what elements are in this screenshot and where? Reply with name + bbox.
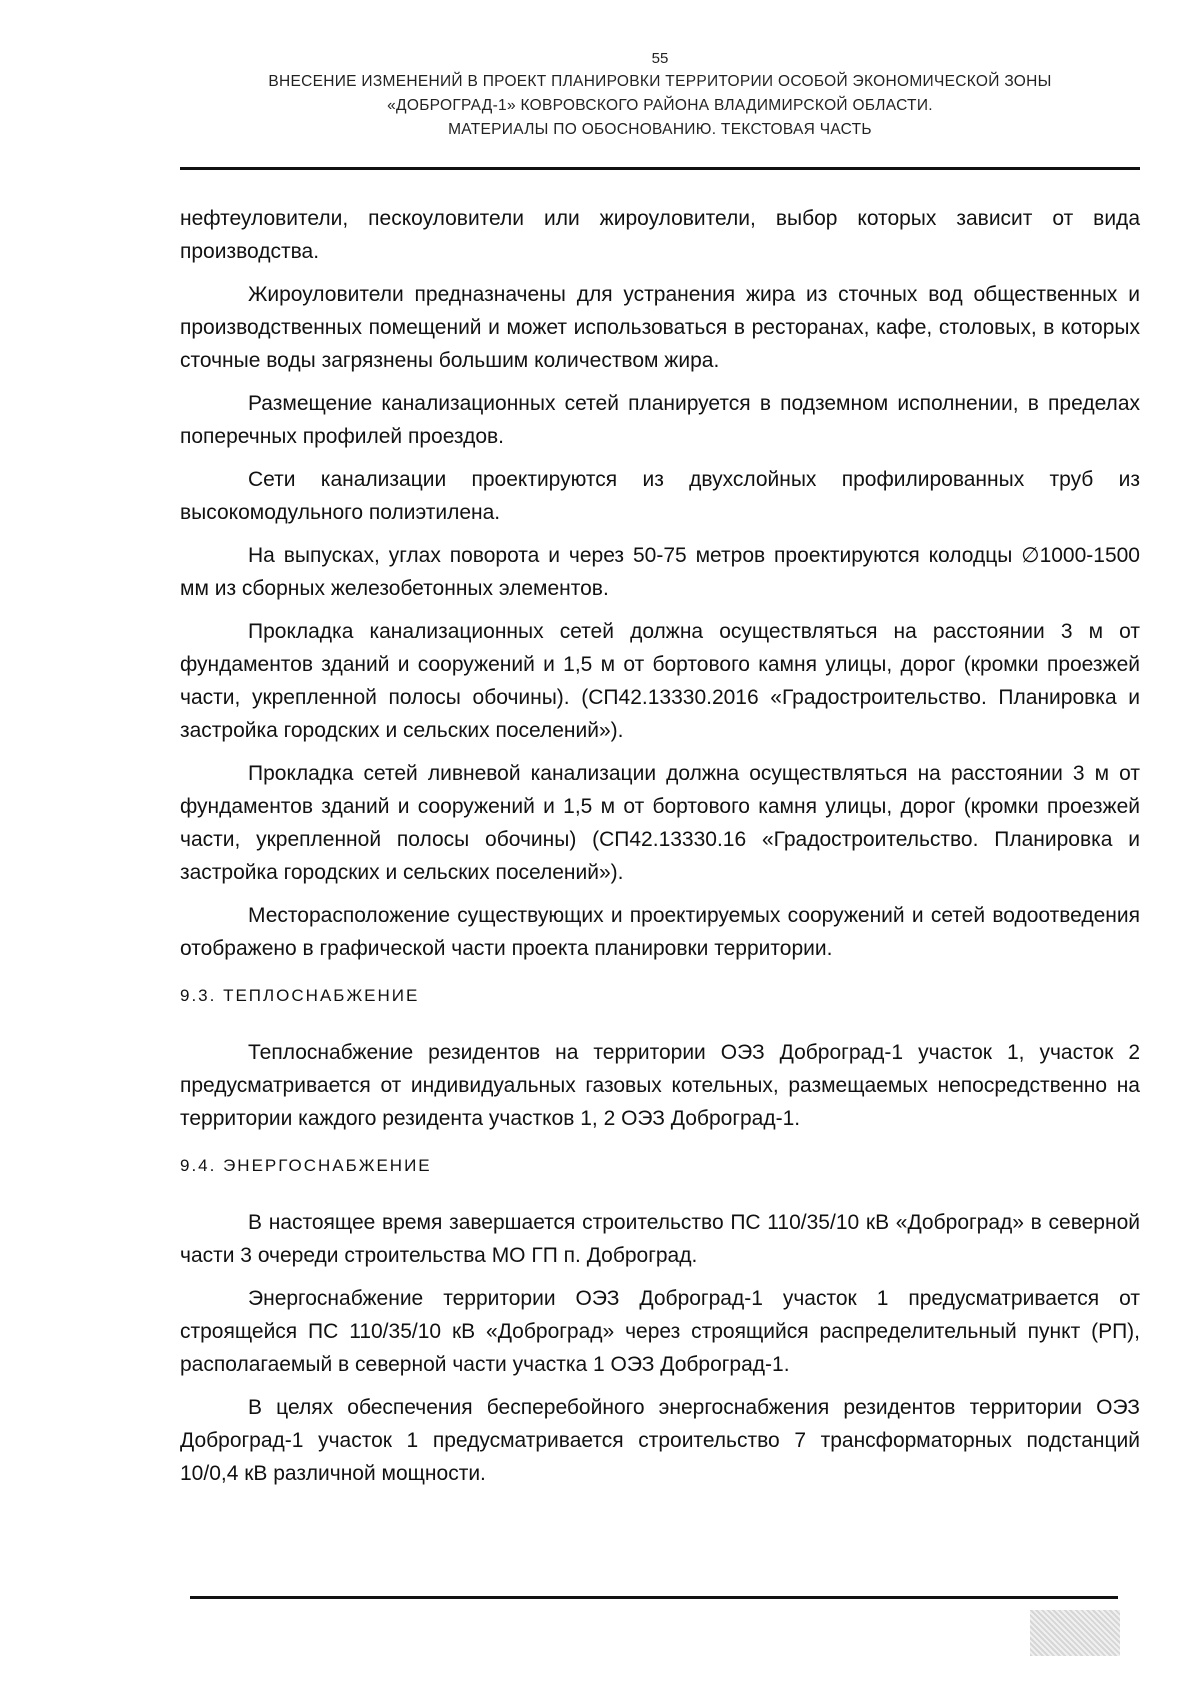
paragraph-wells: На выпусках, углах поворота и через 50-75 метров проектируются колодцы ∅1000-1500 мм из сборных железобетонных элементов. [180,544,1140,600]
paragraph-location: Месторасположение существующих и проектируемых сооружений и сетей водоотведения отображено в графической части проекта планировки территории. [180,904,1140,960]
paragraph-transformer-substations: В целях обеспечения бесперебойного энергоснабжения резидентов территории ОЭЗ Доброград-1 участок 1 предусматривается строительство 7 трансформаторных подстанций 10/0,4 кВ различной мощности. [180,1396,1140,1485]
paragraph-continuation: нефтеуловители, пескоуловители или жироуловители, выбор которых зависит от вида производства. [180,207,1140,263]
header-divider [180,167,1140,170]
document-body [180,202,1140,1500]
document-title-line-2: «ДОБРОГРАД-1» КОВРОВСКОГО РАЙОНА ВЛАДИМИРСКОЙ ОБЛАСТИ. [387,97,933,114]
section-heading-power-supply: 9.4. ЭНЕРГОСНАБЖЕНИЕ [180,1156,432,1175]
paragraph-sewer-laying: Прокладка канализационных сетей должна осуществляться на расстоянии 3 м от фундаментов зданий и сооружений и 1,5 м от бортового камня улицы, дорог (кромки проезжей части, укрепленной полосы обочины). (СП42.13330.2016 «Градостроительство. Планировка и застройка городских и сельских поселений»). [180,620,1140,742]
scan-artifact-stamp [1030,1610,1120,1656]
paragraph-storm-laying: Прокладка сетей ливневой канализации должна осуществляться на расстоянии 3 м от фундаментов зданий и сооружений и 1,5 м от бортового камня улицы, дорог (кромки проезжей части, укрепленной полосы обочины) (СП42.13330.16 «Градостроительство. Планировка и застройка городских и сельских поселений»). [180,762,1140,884]
document-title-line-3: МАТЕРИАЛЫ ПО ОБОСНОВАНИЮ. ТЕКСТОВАЯ ЧАСТЬ [448,121,872,138]
page-header [180,48,1140,142]
document-title-line-1: ВНЕСЕНИЕ ИЗМЕНЕНИЙ В ПРОЕКТ ПЛАНИРОВКИ ТЕРРИТОРИИ ОСОБОЙ ЭКОНОМИЧЕСКОЙ ЗОНЫ [268,73,1052,90]
paragraph-sewer-placement: Размещение канализационных сетей планируется в подземном исполнении, в пределах поперечных профилей проездов. [180,392,1140,448]
page-number: 55 [651,50,669,67]
paragraph-power-supply: Энергоснабжение территории ОЭЗ Доброград-1 участок 1 предусматривается от строящейся ПС 110/35/10 кВ «Доброград» через строящийся распределительный пункт (РП), располагаемый в северной части участка 1 ОЭЗ Доброград-1. [180,1287,1140,1376]
paragraph-grease-traps: Жироуловители предназначены для устранения жира из сточных вод общественных и производственных помещений и может использоваться в ресторанах, кафе, столовых, в которых сточные воды загрязнены большим количеством жира. [180,283,1140,372]
paragraph-power-substation: В настоящее время завершается строительство ПС 110/35/10 кВ «Доброград» в северной части 3 очереди строительства МО ГП п. Доброград. [180,1211,1140,1267]
paragraph-heat-supply: Теплоснабжение резидентов на территории ОЭЗ Доброград-1 участок 1, участок 2 предусматривается от индивидуальных газовых котельных, размещаемых непосредственно на территории каждого резидента участков 1, 2 ОЭЗ Доброград-1. [180,1041,1140,1130]
paragraph-sewer-pipes: Сети канализации проектируются из двухслойных профилированных труб из высокомодульного полиэтилена. [180,468,1140,524]
footer-divider [190,1596,1118,1599]
section-heading-heat-supply: 9.3. ТЕПЛОСНАБЖЕНИЕ [180,986,420,1005]
